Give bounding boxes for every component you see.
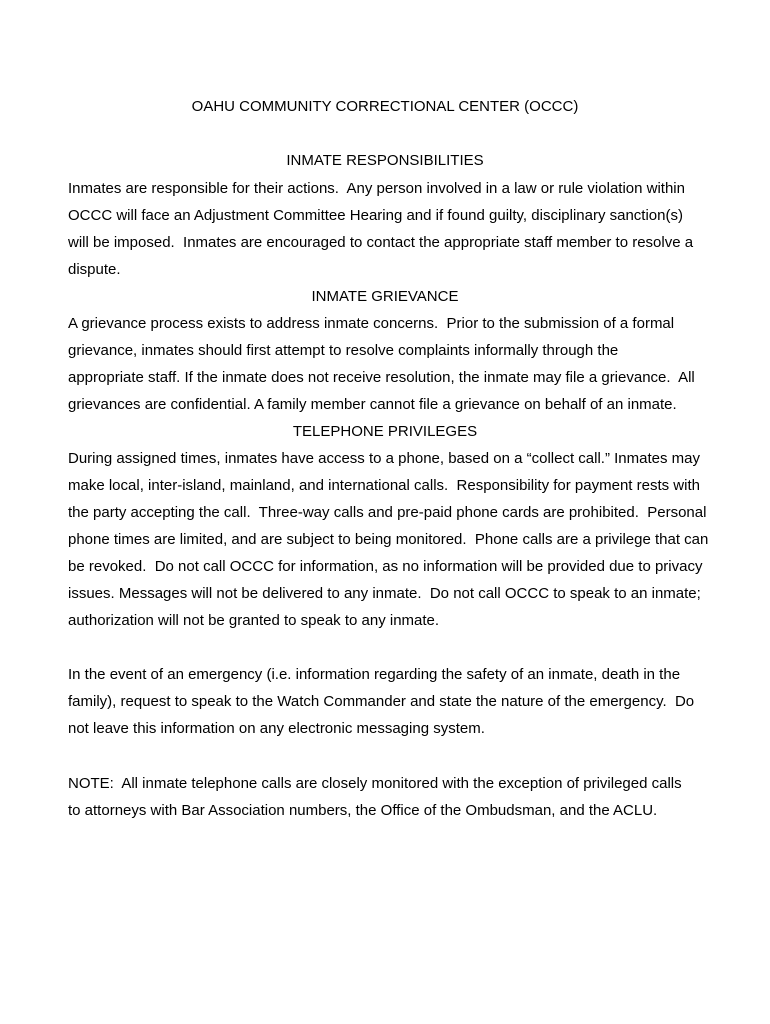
text-line: make local, inter-island, mainland, and international calls. Responsibility for payment rests with [68, 477, 700, 494]
text-line: authorization will not be granted to speak to any inmate. [68, 612, 440, 629]
heading-inmate-grievance: INMATE GRIEVANCE [311, 288, 459, 305]
heading-telephone-privileges: TELEPHONE PRIVILEGES [292, 423, 478, 440]
text-line: In the event of an emergency (i.e. information regarding the safety of an inmate, death in the [68, 666, 681, 683]
text-line: During assigned times, inmates have access to a phone, based on a “collect call.” Inmates may [68, 450, 700, 467]
text-line: OCCC will face an Adjustment Committee Hearing and if found guilty, disciplinary sanction(s) [68, 207, 683, 224]
text-line: to attorneys with Bar Association numbers, the Office of the Ombudsman, and the ACLU. [68, 802, 658, 819]
text-line: A grievance process exists to address inmate concerns. Prior to the submission of a formal [68, 315, 675, 332]
paragraph-note [68, 770, 728, 824]
paragraph-inmate-grievance [68, 310, 728, 418]
text-line: issues. Messages will not be delivered to any inmate. Do not call OCCC to speak to an inmate; [68, 585, 701, 602]
text-line: phone times are limited, and are subject to being monitored. Phone calls are a privilege that can [68, 531, 709, 548]
text-line: family), request to speak to the Watch Commander and state the nature of the emergency. Do [68, 693, 695, 710]
document-title: OAHU COMMUNITY CORRECTIONAL CENTER (OCCC) [191, 98, 579, 115]
text-line: NOTE: All inmate telephone calls are closely monitored with the exception of privileged calls [68, 775, 682, 792]
heading-inmate-responsibilities: INMATE RESPONSIBILITIES [286, 152, 484, 169]
text-line: dispute. [68, 261, 121, 278]
paragraph-emergency [68, 661, 728, 742]
paragraph-inmate-responsibilities [68, 175, 728, 283]
text-line: the party accepting the call. Three-way calls and pre-paid phone cards are prohibited. Personal [68, 504, 707, 521]
text-line: be revoked. Do not call OCCC for information, as no information will be provided due to privacy [68, 558, 703, 575]
text-line: appropriate staff. If the inmate does not receive resolution, the inmate may file a grievance. All [68, 369, 695, 386]
text-line: not leave this information on any electronic messaging system. [68, 720, 485, 737]
text-line: Inmates are responsible for their actions. Any person involved in a law or rule violation within [68, 180, 685, 197]
paragraph-telephone-privileges [68, 445, 728, 634]
text-line: grievances are confidential. A family member cannot file a grievance on behalf of an inmate. [68, 396, 677, 413]
text-line: will be imposed. Inmates are encouraged to contact the appropriate staff member to resolve a [68, 234, 694, 251]
text-line: grievance, inmates should first attempt to resolve complaints informally through the [68, 342, 619, 359]
